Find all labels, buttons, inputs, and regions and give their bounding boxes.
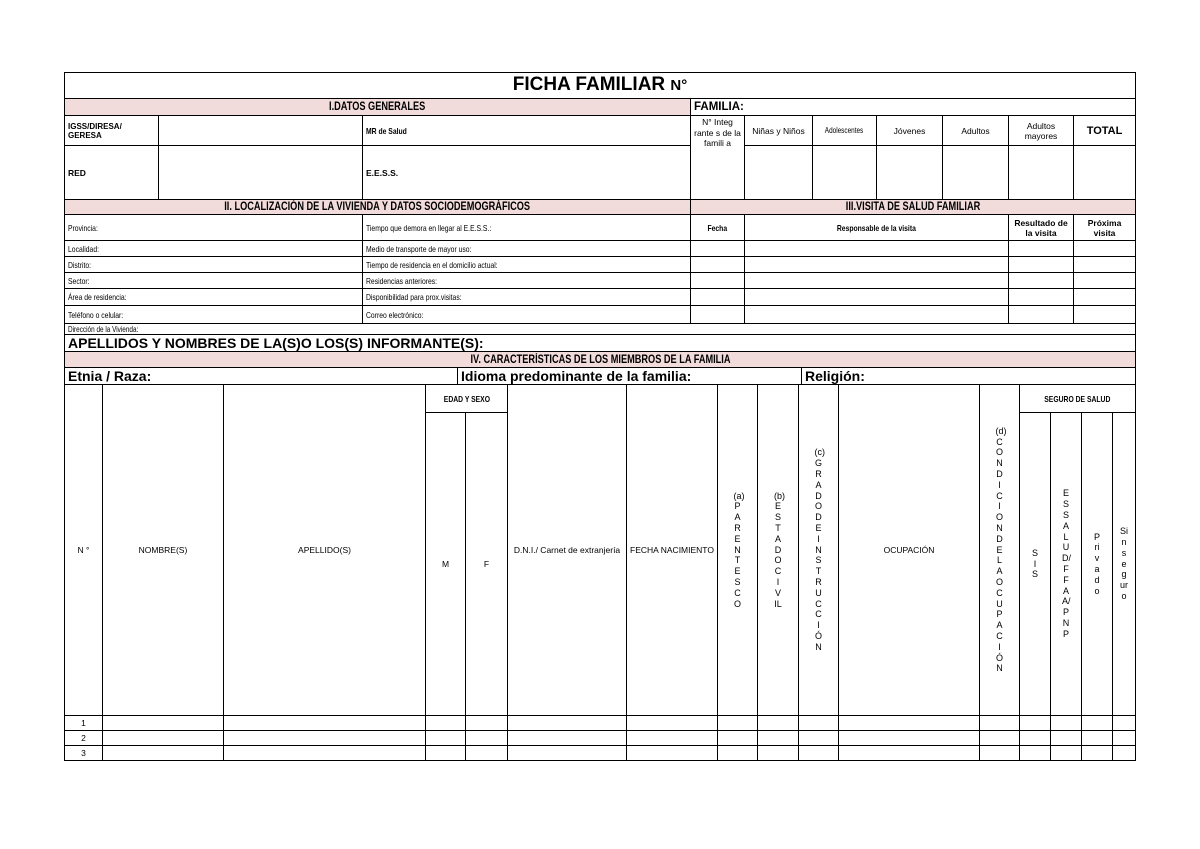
etnia-label: Etnia / Raza: bbox=[65, 368, 458, 385]
dni-cell[interactable] bbox=[508, 731, 627, 746]
ocupacion-cell[interactable] bbox=[839, 746, 980, 761]
integrantes-label: N° Integ rante s de la famili a bbox=[691, 116, 745, 200]
family-culture-table bbox=[64, 367, 1136, 385]
essalud-cell[interactable] bbox=[1051, 746, 1082, 761]
col-privado-header: Privado bbox=[1082, 413, 1113, 716]
visit-resultado-header: Resultado de la visita bbox=[1009, 215, 1074, 241]
total-label: TOTAL bbox=[1074, 116, 1136, 146]
sin-seguro-cell[interactable] bbox=[1113, 716, 1136, 731]
sis-cell[interactable] bbox=[1020, 746, 1051, 761]
jovenes-label: Jóvenes bbox=[877, 116, 943, 146]
sis-cell[interactable] bbox=[1020, 716, 1051, 731]
fecha-cell[interactable] bbox=[627, 731, 718, 746]
form-title bbox=[65, 73, 1136, 99]
form-title-text: FICHA FAMILIAR bbox=[512, 74, 666, 95]
row-number: 3 bbox=[65, 746, 103, 761]
tiempo-llegar-label: Tiempo que demora en llegar al E.E.S.S.: bbox=[363, 215, 691, 241]
ocupacion-cell[interactable] bbox=[839, 731, 980, 746]
correo-label: Correo electrónico: bbox=[363, 306, 691, 324]
ocupacion-cell[interactable] bbox=[839, 716, 980, 731]
f-cell[interactable] bbox=[466, 716, 508, 731]
col-fecha-header: FECHA NACIMIENTO bbox=[627, 385, 718, 716]
condicion-cell[interactable] bbox=[980, 746, 1020, 761]
visit-fecha-header: Fecha bbox=[691, 215, 745, 241]
col-sin-seguro-header: Sin seguro bbox=[1113, 413, 1136, 716]
visit-proxima-header: Próxima visita bbox=[1074, 215, 1136, 241]
col-dni-header: D.N.I./ Carnet de extranjería bbox=[508, 385, 627, 716]
ninos-count[interactable] bbox=[745, 146, 813, 200]
col-parentesco-header: (a)PARENTESCO bbox=[718, 385, 758, 716]
dni-cell[interactable] bbox=[508, 716, 627, 731]
nombre-cell[interactable] bbox=[103, 716, 224, 731]
provincia-label: Provincia: bbox=[65, 215, 363, 241]
igss-label: IGSS/DIRESA/ GERESA bbox=[65, 116, 159, 146]
visit-cell[interactable] bbox=[1009, 257, 1074, 273]
col-estado-civil-header: (b)ESTADOCIVIL bbox=[758, 385, 799, 716]
col-condicion-ocupacion-header: (d)CONDICIONDELAOCUPACIÓN bbox=[980, 385, 1020, 716]
row-number: 1 bbox=[65, 716, 103, 731]
col-edad-sexo-header: EDAD Y SEXO bbox=[426, 385, 508, 413]
disponibilidad-label: Disponibilidad para prox.visitas: bbox=[363, 289, 691, 306]
visit-cell[interactable] bbox=[1009, 273, 1074, 289]
red-label: RED bbox=[65, 146, 159, 200]
parentesco-cell[interactable] bbox=[718, 716, 758, 731]
section2-title: II. LOCALIZACIÓN DE LA VIVIENDA Y DATOS SOCIODEMOGRÁFICOS bbox=[65, 200, 691, 215]
grado-cell[interactable] bbox=[799, 716, 839, 731]
table-row bbox=[65, 746, 1136, 761]
adolescentes-label: Adolescentes bbox=[813, 116, 877, 146]
transporte-label: Medio de transporte de mayor uso: bbox=[363, 241, 691, 257]
mr-label: MR de Salud bbox=[363, 116, 691, 146]
informantes-label: APELLIDOS Y NOMBRES DE LA(S)O LOS(S) INFORMANTE(S): bbox=[65, 335, 1136, 352]
fecha-cell[interactable] bbox=[627, 716, 718, 731]
grado-cell[interactable] bbox=[799, 731, 839, 746]
fecha-cell[interactable] bbox=[627, 746, 718, 761]
visit-cell[interactable] bbox=[745, 273, 1009, 289]
parentesco-cell[interactable] bbox=[718, 746, 758, 761]
col-nombres-header: NOMBRE(S) bbox=[103, 385, 224, 716]
table-row bbox=[65, 731, 1136, 746]
sin-seguro-cell[interactable] bbox=[1113, 746, 1136, 761]
col-ocupacion-header: OCUPACIÓN bbox=[839, 385, 980, 716]
dni-cell[interactable] bbox=[508, 746, 627, 761]
apellido-cell[interactable] bbox=[224, 731, 426, 746]
table-row bbox=[65, 716, 1136, 731]
visit-cell[interactable] bbox=[745, 306, 1009, 324]
distrito-label: Distrito: bbox=[65, 257, 363, 273]
adultos-label: Adultos bbox=[943, 116, 1009, 146]
nombre-cell[interactable] bbox=[103, 731, 224, 746]
visit-cell[interactable] bbox=[1074, 241, 1136, 257]
m-cell[interactable] bbox=[426, 716, 466, 731]
ficha-familiar-form bbox=[64, 72, 1135, 761]
col-sis-header: SIS bbox=[1020, 413, 1051, 716]
visit-cell[interactable] bbox=[745, 257, 1009, 273]
m-cell[interactable] bbox=[426, 746, 466, 761]
total-count[interactable] bbox=[1074, 146, 1136, 200]
visit-cell[interactable] bbox=[1009, 241, 1074, 257]
col-apellidos-header: APELLIDO(S) bbox=[224, 385, 426, 716]
telefono-label: Teléfono o celular: bbox=[65, 306, 363, 324]
condicion-cell[interactable] bbox=[980, 731, 1020, 746]
privado-cell[interactable] bbox=[1082, 731, 1113, 746]
familia-label: FAMILIA: bbox=[691, 99, 1136, 116]
row-number: 2 bbox=[65, 731, 103, 746]
members-table bbox=[64, 384, 1136, 761]
privado-cell[interactable] bbox=[1082, 746, 1113, 761]
visit-cell[interactable] bbox=[691, 241, 745, 257]
jovenes-count[interactable] bbox=[877, 146, 943, 200]
visit-cell[interactable] bbox=[1074, 289, 1136, 306]
section3-title: III.VISITA DE SALUD FAMILIAR bbox=[691, 200, 1136, 215]
visit-cell[interactable] bbox=[691, 273, 745, 289]
visit-cell[interactable] bbox=[745, 289, 1009, 306]
area-residencia-label: Área de residencia: bbox=[65, 289, 363, 306]
f-cell[interactable] bbox=[466, 731, 508, 746]
igss-field[interactable] bbox=[159, 116, 363, 146]
visit-cell[interactable] bbox=[1009, 306, 1074, 324]
estado-civil-cell[interactable] bbox=[758, 731, 799, 746]
sector-label: Sector: bbox=[65, 273, 363, 289]
general-data-table bbox=[64, 72, 1136, 368]
visit-cell[interactable] bbox=[691, 306, 745, 324]
visit-cell[interactable] bbox=[745, 241, 1009, 257]
visit-cell[interactable] bbox=[1074, 273, 1136, 289]
adultos-count[interactable] bbox=[943, 146, 1009, 200]
estado-civil-cell[interactable] bbox=[758, 746, 799, 761]
section1-title: I.DATOS GENERALES bbox=[65, 99, 691, 116]
f-cell[interactable] bbox=[466, 746, 508, 761]
essalud-cell[interactable] bbox=[1051, 731, 1082, 746]
localidad-label: Localidad: bbox=[65, 241, 363, 257]
parentesco-cell[interactable] bbox=[718, 731, 758, 746]
visit-cell[interactable] bbox=[1009, 289, 1074, 306]
col-seguro-header: SEGURO DE SALUD bbox=[1020, 385, 1136, 413]
privado-cell[interactable] bbox=[1082, 716, 1113, 731]
visit-cell[interactable] bbox=[691, 257, 745, 273]
form-number-label: N° bbox=[670, 77, 688, 94]
adultos-mayores-count[interactable] bbox=[1009, 146, 1074, 200]
residencias-label: Residencias anteriores: bbox=[363, 273, 691, 289]
adolescentes-count[interactable] bbox=[813, 146, 877, 200]
col-m-header: M bbox=[426, 413, 466, 716]
m-cell[interactable] bbox=[426, 731, 466, 746]
tiempo-residencia-label: Tiempo de residencia en el domicilio actual: bbox=[363, 257, 691, 273]
condicion-cell[interactable] bbox=[980, 716, 1020, 731]
section4-title: IV. CARACTERÍSTICAS DE LOS MIEMBROS DE LA FAMILIA bbox=[65, 352, 1136, 368]
idioma-label: Idioma predominante de la familia: bbox=[458, 368, 802, 385]
ninos-label: Niñas y Niños bbox=[745, 116, 813, 146]
religion-label: Religión: bbox=[802, 368, 1136, 385]
red-field[interactable] bbox=[159, 146, 363, 200]
visit-cell[interactable] bbox=[1074, 257, 1136, 273]
estado-civil-cell[interactable] bbox=[758, 716, 799, 731]
visit-responsable-header: Responsable de la visita bbox=[745, 215, 1009, 241]
visit-cell[interactable] bbox=[1074, 306, 1136, 324]
grado-cell[interactable] bbox=[799, 746, 839, 761]
adultos-mayores-label: Adultos mayores bbox=[1009, 116, 1074, 146]
sis-cell[interactable] bbox=[1020, 731, 1051, 746]
essalud-cell[interactable] bbox=[1051, 716, 1082, 731]
nombre-cell[interactable] bbox=[103, 746, 224, 761]
direccion-label: Dirección de la Vivienda: bbox=[65, 324, 1136, 335]
col-f-header: F bbox=[466, 413, 508, 716]
eess-label: E.E.S.S. bbox=[363, 146, 691, 200]
sin-seguro-cell[interactable] bbox=[1113, 731, 1136, 746]
apellido-cell[interactable] bbox=[224, 746, 426, 761]
col-grado-instruccion-header: (c)GRADODEINSTRUCCIÓN bbox=[799, 385, 839, 716]
col-n-header: N ° bbox=[65, 385, 103, 716]
col-essalud-header: ESSALUD/FFAA/PNP bbox=[1051, 413, 1082, 716]
apellido-cell[interactable] bbox=[224, 716, 426, 731]
visit-cell[interactable] bbox=[691, 289, 745, 306]
